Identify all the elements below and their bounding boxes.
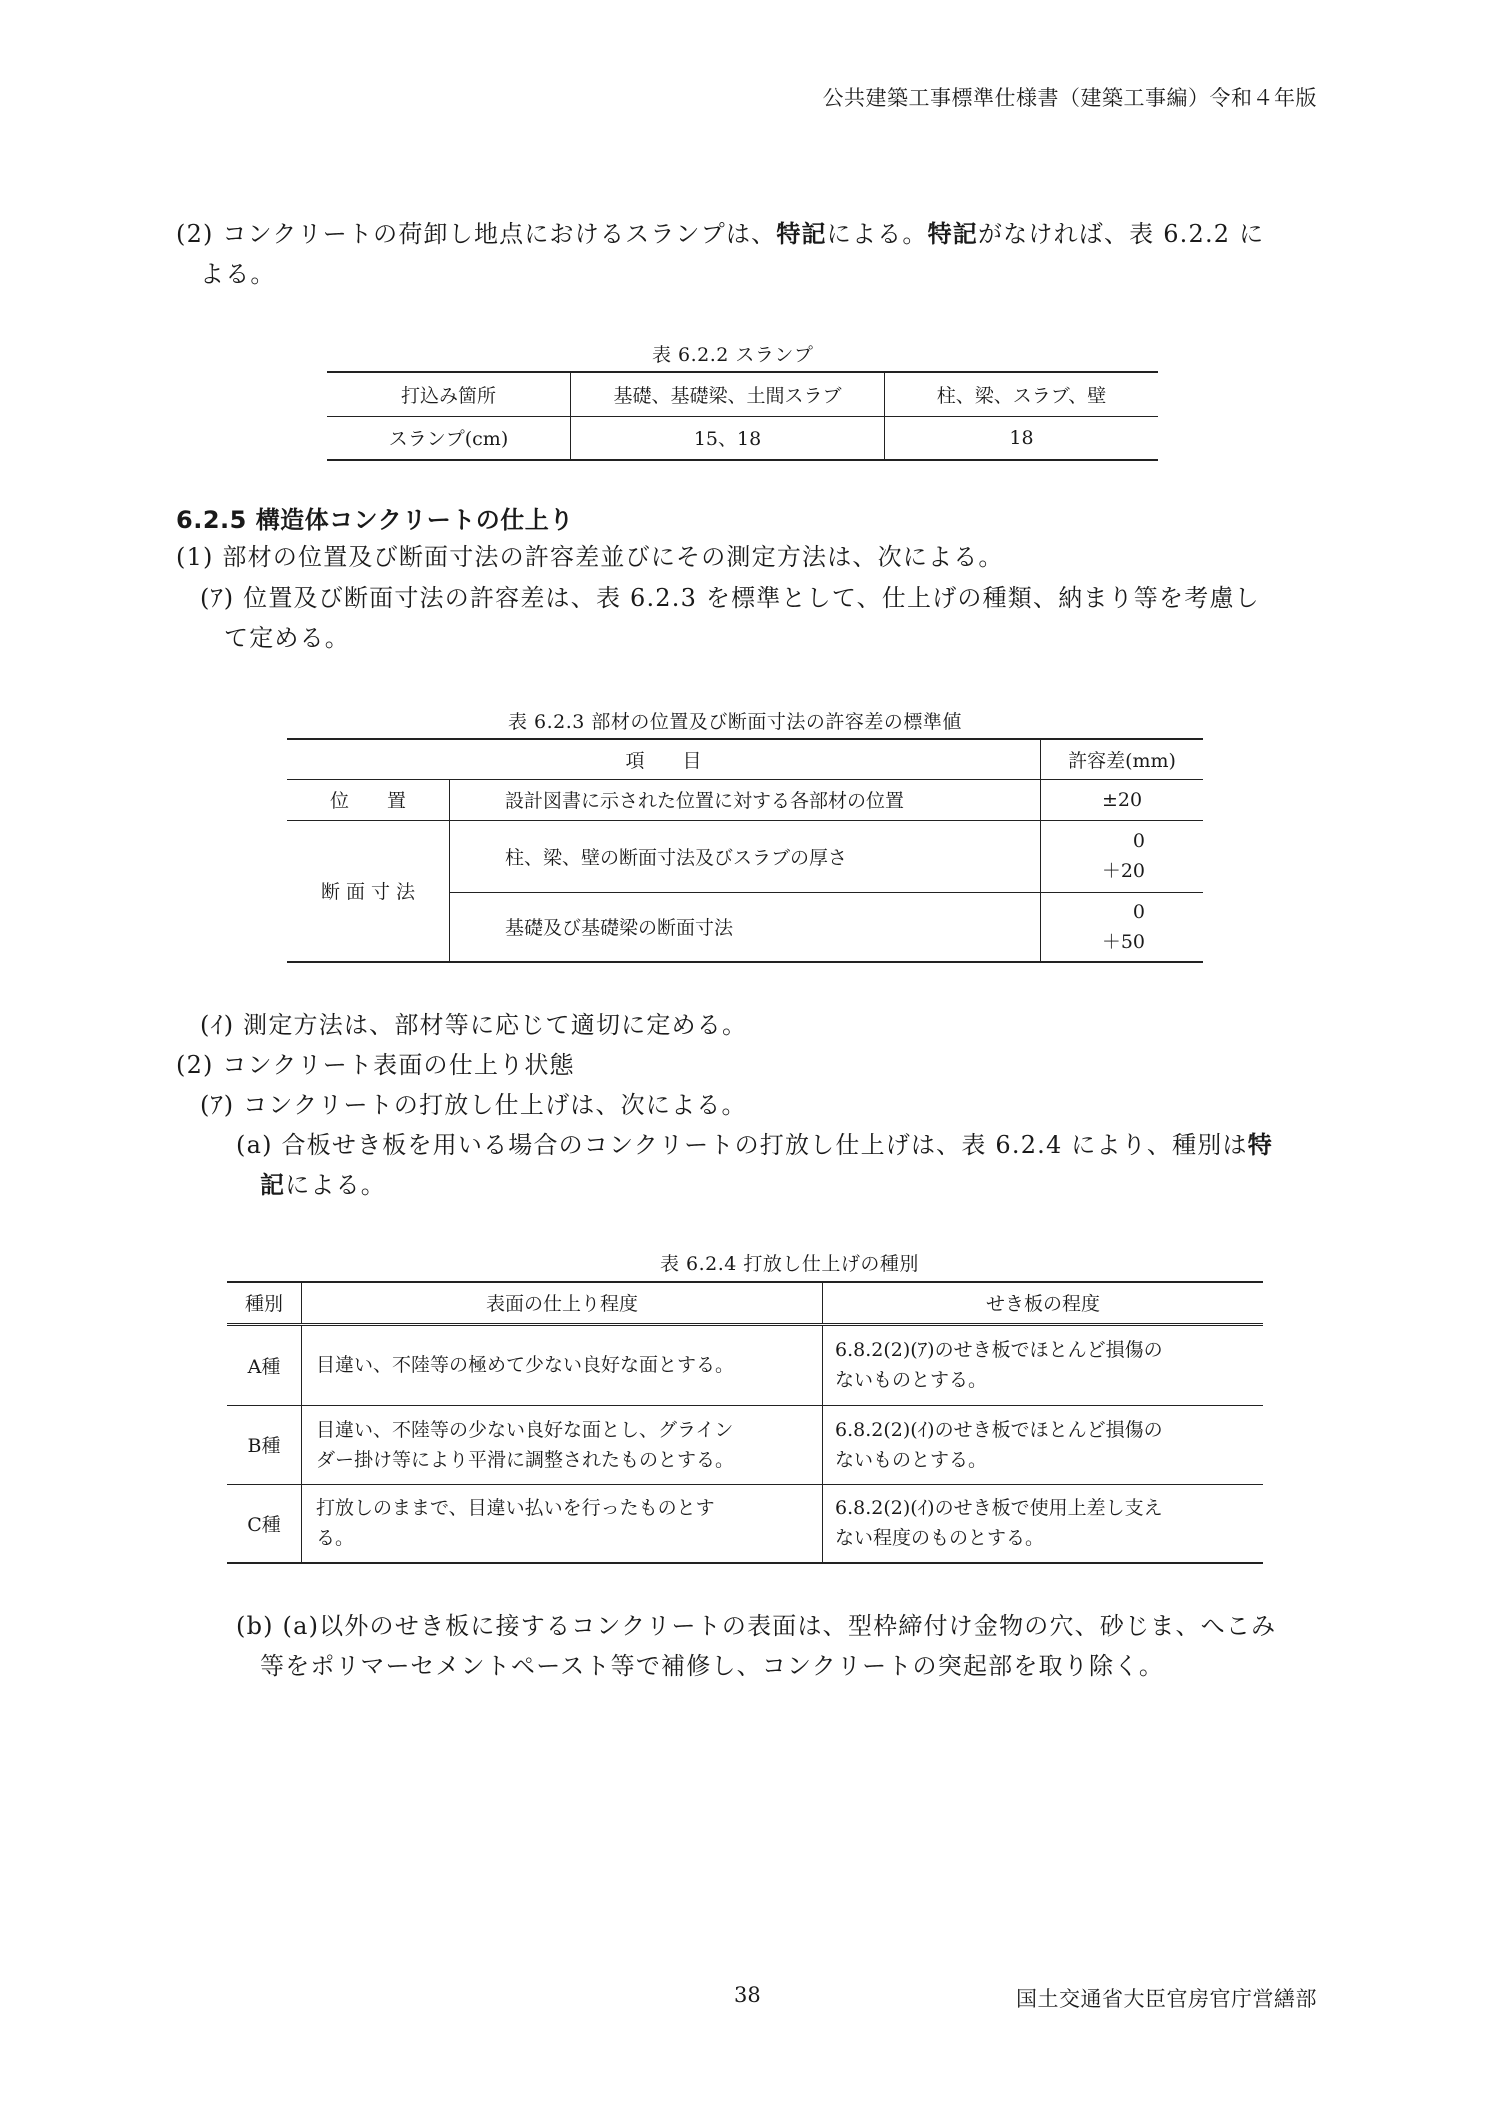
table-6-2-3-caption: 表 6.2.3 部材の位置及び断面寸法の許容差の標準値 [508, 711, 962, 733]
slump-line-1: (2) コンクリートの荷卸し地点におけるスランプは、特記による。特記がなければ、表 6.2.2 に [176, 219, 1265, 248]
table-cell: C種 [247, 1513, 281, 1536]
table-cell: A種 [247, 1355, 281, 1378]
table-cell: 15、18 [571, 416, 885, 460]
table-cell: 基礎及び基礎梁の断面寸法 [450, 892, 1041, 962]
paragraph-i: (ｲ) 測定方法は、部材等に応じて適切に定める。 [200, 1011, 748, 1039]
table-cell: 6.8.2(2)(ｲ)のせき板でほとんど損傷の ないものとする。 [823, 1405, 1264, 1484]
table-row [287, 779, 1203, 820]
tokki-bold-1: 特記 [776, 219, 827, 248]
table-cell: 18 [885, 416, 1159, 460]
table-6-2-4 [227, 1281, 1263, 1564]
table-6-2-4-caption: 表 6.2.4 打放し仕上げの種別 [660, 1253, 919, 1275]
table-cell: スランプ(cm) [388, 428, 509, 451]
table-cell: 断 面 寸 法 [320, 881, 416, 904]
table-row [287, 820, 1203, 892]
table-cell: 0 ＋50 [1041, 892, 1204, 962]
table-header-cell: 項 目 [625, 749, 702, 772]
section-heading: 6.2.5 構造体コンクリートの仕上り [176, 506, 574, 534]
table-cell: 位 置 [329, 790, 406, 812]
table-header-cell: 表面の仕上り程度 [302, 1282, 823, 1324]
table-cell: 設計図書に示された位置に対する各部材の位置 [450, 779, 1041, 820]
table-header-cell: 柱、梁、スラブ、壁 [885, 372, 1159, 416]
table-header-cell: 許容差(mm) [1041, 739, 1204, 779]
table-cell: B種 [247, 1435, 281, 1457]
slump-paragraph [176, 214, 1264, 294]
paragraph-1: (1) 部材の位置及び断面寸法の許容差並びにその測定方法は、次による。 [176, 543, 1004, 571]
table-header-row [327, 372, 1158, 416]
paragraph-a2: (ｱ) コンクリートの打放し仕上げは、次による。 [200, 1091, 747, 1119]
document-header: 公共建築工事標準仕様書（建築工事編）令和４年版 [822, 86, 1317, 110]
paragraph-a: (ｱ) 位置及び断面寸法の許容差は、表 6.2.3 を標準として、仕上げの種類、納まり等を考慮し て定める。 [200, 584, 1260, 652]
table-header-cell: 種別 [244, 1293, 283, 1316]
paragraph-a-sub: (a) 合板せき板を用いる場合のコンクリートの打放し仕上げは、表 6.2.4 により、種別は特 記による。 [236, 1130, 1273, 1199]
table-row [327, 416, 1158, 460]
table-cell: 打放しのままで、目違い払いを行ったものとす る。 [302, 1484, 823, 1563]
page-number: 38 [734, 1983, 761, 2007]
table-cell: 6.8.2(2)(ｲ)のせき板で使用上差し支え ない程度のものとする。 [823, 1484, 1264, 1563]
footer-organization: 国土交通省大臣官房官庁営繕部 [1016, 1987, 1317, 2011]
table-row [227, 1484, 1263, 1563]
table-6-2-2-caption: 表 6.2.2 スランプ [652, 344, 814, 366]
table-cell: 目違い、不陸等の少ない良好な面とし、グライン ダー掛け等により平滑に調整されたものとする。 [302, 1405, 823, 1484]
table-row [227, 1405, 1263, 1484]
tokki-bold-2: 特記 [927, 219, 978, 248]
table-header-cell: 打込み箇所 [400, 384, 496, 407]
table-header-cell: せき板の程度 [823, 1282, 1264, 1324]
table-cell: 0 ＋20 [1041, 820, 1204, 892]
table-cell: 柱、梁、壁の断面寸法及びスラブの厚さ [450, 820, 1041, 892]
paragraph-2: (2) コンクリート表面の仕上り状態 [176, 1051, 575, 1079]
table-row [227, 1324, 1263, 1405]
table-cell: ±20 [1041, 779, 1204, 820]
table-header-cell: 基礎、基礎梁、土間スラブ [571, 372, 885, 416]
paragraph-b-sub: (b) (a)以外のせき板に接するコンクリートの表面は、型枠締付け金物の穴、砂じま、へこみ 等をポリマーセメントペースト等で補修し、コンクリートの突起部を取り除く。 [236, 1612, 1277, 1680]
table-header-row [227, 1282, 1263, 1324]
table-cell: 6.8.2(2)(ｱ)のせき板でほとんど損傷の ないものとする。 [823, 1324, 1264, 1405]
slump-line-2: よる。 [200, 260, 276, 288]
table-cell: 目違い、不陸等の極めて少ない良好な面とする。 [302, 1324, 823, 1405]
table-6-2-3 [287, 738, 1203, 963]
table-6-2-2 [327, 371, 1158, 461]
table-header-row [287, 739, 1203, 779]
